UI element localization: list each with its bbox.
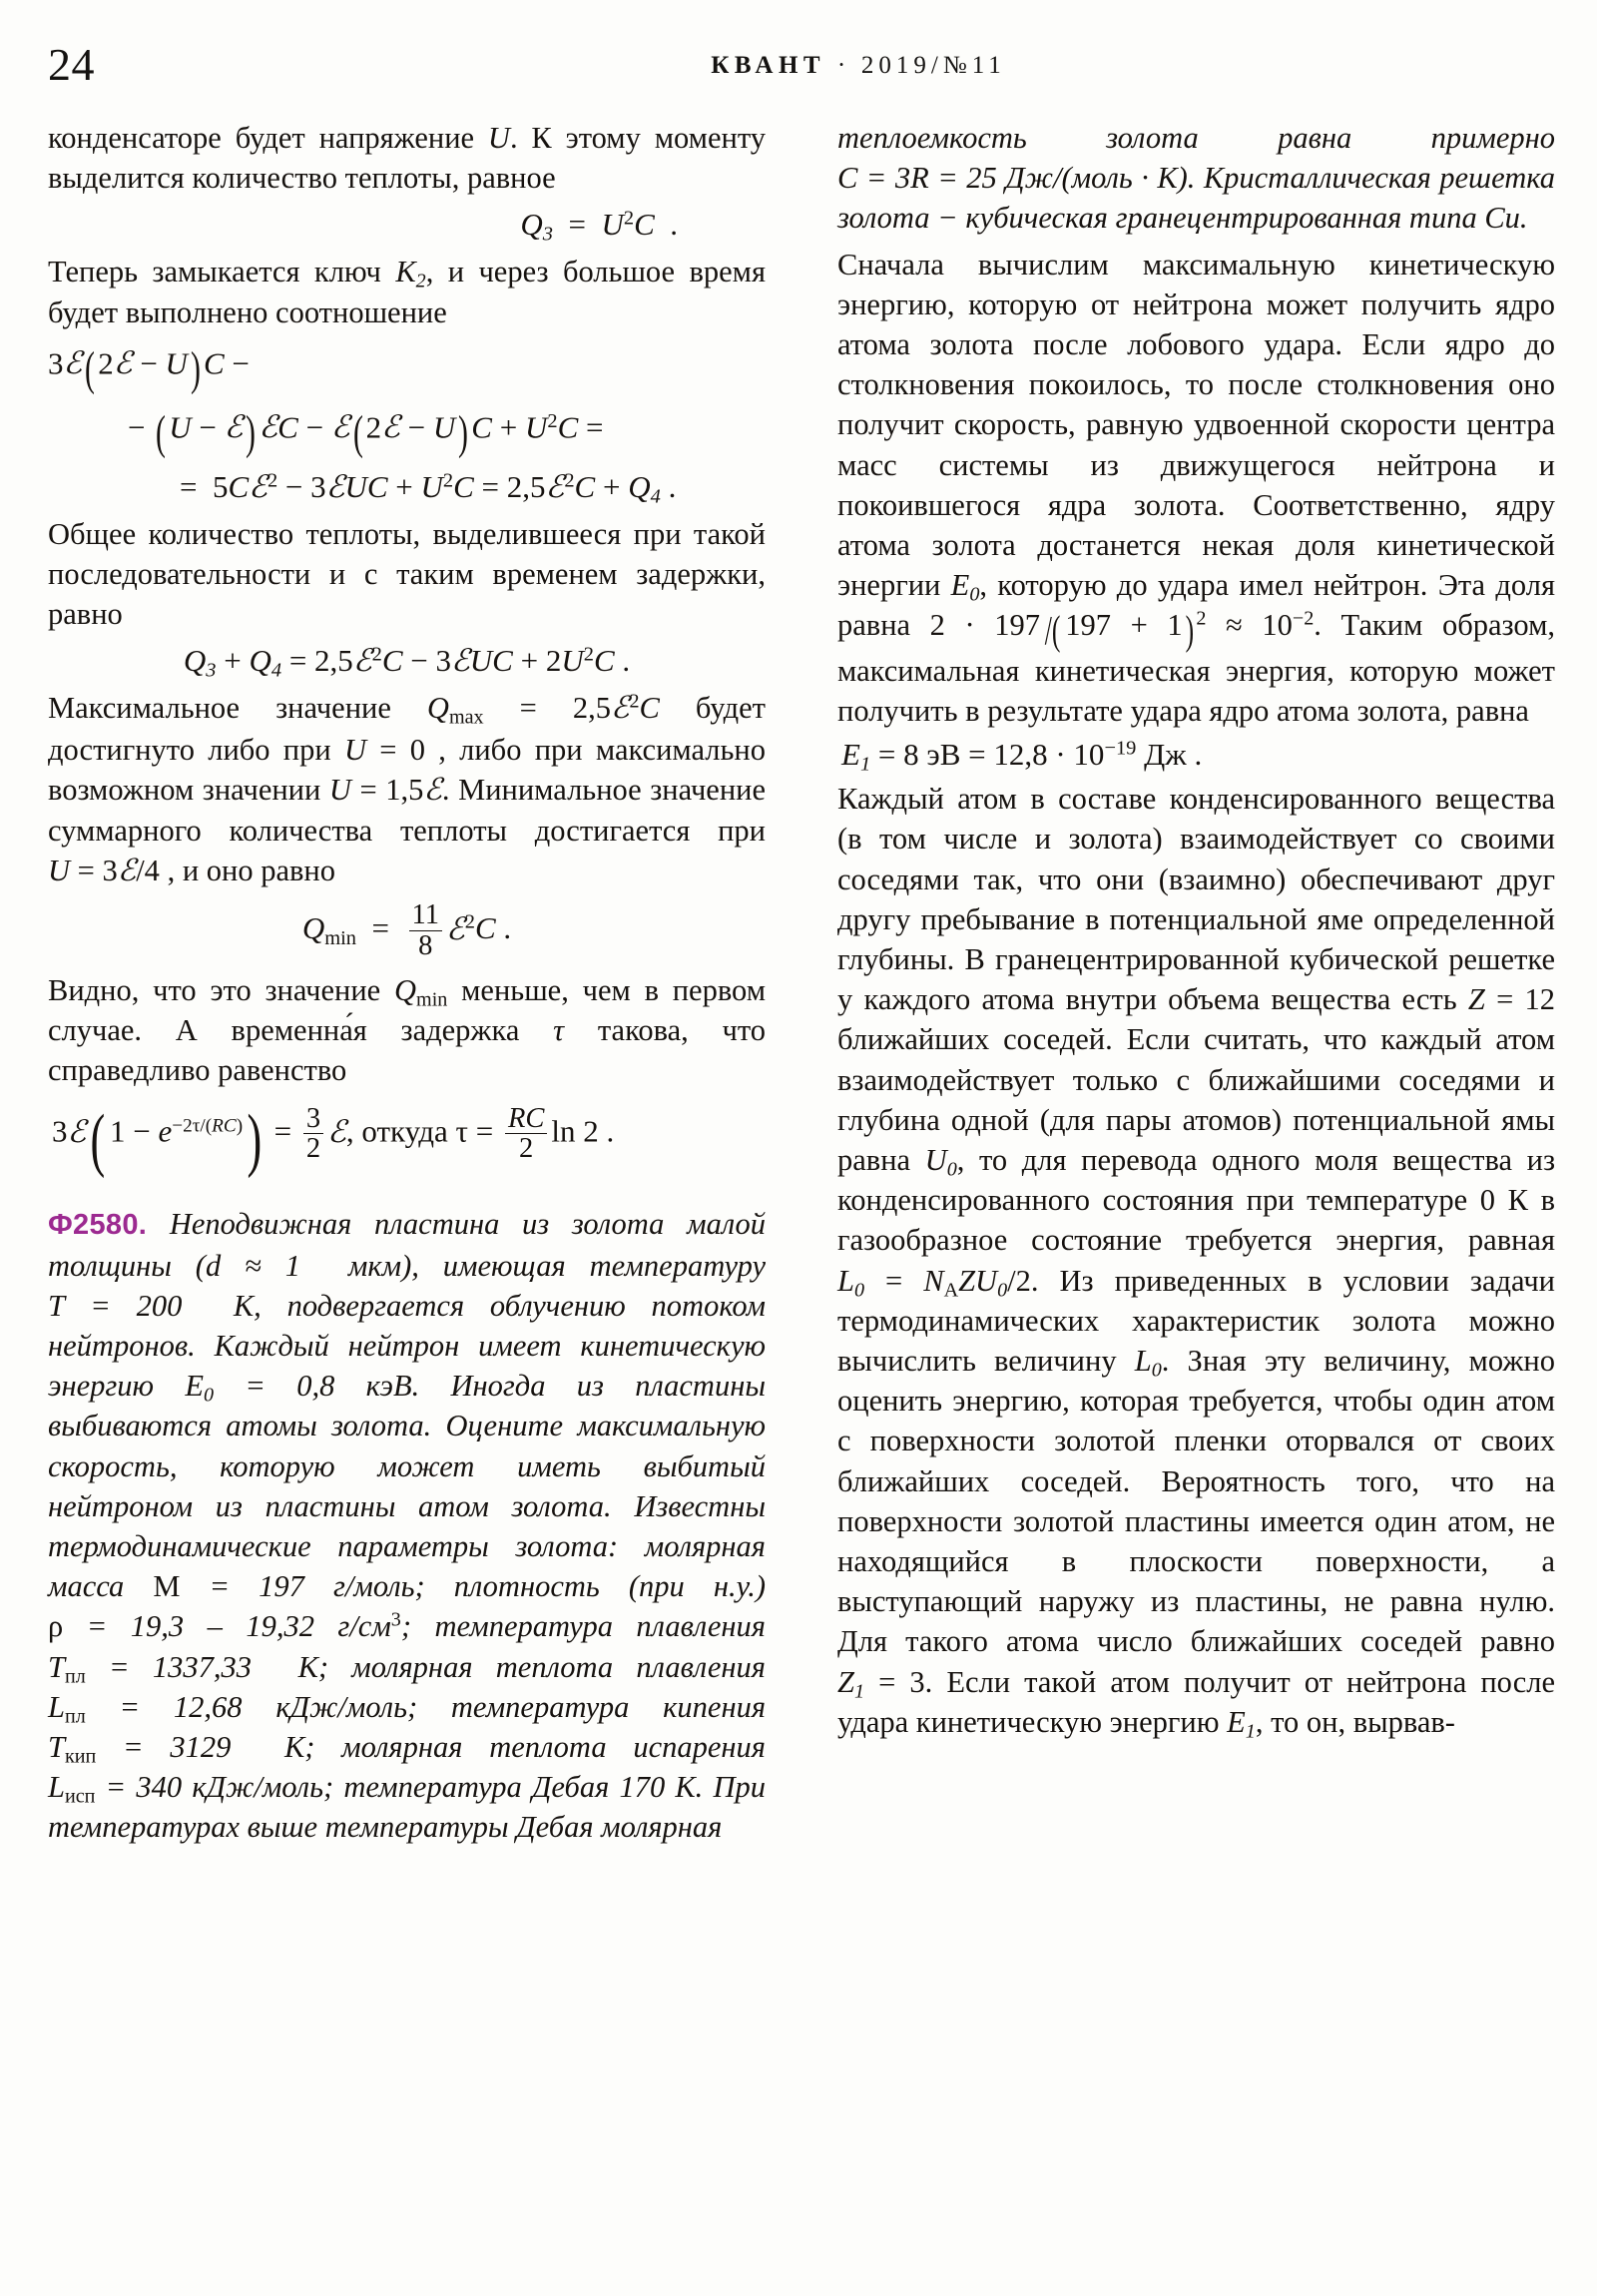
problem-2580: Ф2580. Неподвижная пластина из золота малой толщины (d ≈ 1 мкм), имеющая температуру T = 200 К, подвергается облучению потоком нейтронов. Каждый нейтрон имеет кинетическую энергию $E_0 = 0,8$ кэВ. Иногда из пластины выбиваются атомы золота. Оцените максимальную скорость, которую может иметь выбитый нейтроном из пластины атом золота. Известны термодинамические параметры золота: молярная масса М = 197 г/моль; плотность (при н.у.) ρ = 19,3 – 19,32 $г/см^3$; температура плавления $T_{пл} = 1337,33$ К; молярная теплота плавления $L_{пл} = 12,68$ кДж/моль; температура кипения $T_{кип} = 3129$ К; молярная теплота испарения $L_{исп} = 340$ кДж/моль; температура Дебая 170 К. При температурах выше температуры Дебая молярная	[48, 1207, 767, 1845]
equation-Q3: $Q_3 = U^2C$ .	[520, 207, 678, 247]
journal-issue: 2019/№11	[860, 52, 1006, 79]
para-text-1: Каждый атом в составе конденсированного вещества (в том числе и золота) взаимодействует со своими соседями так, что они (взаимно) обеспечивают друг другу пребывание в потенциальной яме определенной глубины. В гранецентрированной кубической решетке у каждого атома внутри объема вещества есть	[837, 782, 1555, 1017]
fraction-denominator: 2	[505, 1133, 547, 1164]
paragraph-total-heat: Общее количество теплоты, выделившееся при такой последовательности и с таким временем задержки, равно	[48, 516, 766, 632]
right-column	[837, 118, 1555, 1848]
para-text-7: , то он, вырвав-	[1255, 1704, 1455, 1739]
fraction-numerator: RC	[507, 1102, 545, 1134]
para-text-5: , и оно равно	[167, 854, 335, 888]
fraction-numerator: 3	[305, 1102, 321, 1134]
paragraph-capacitor-voltage	[48, 118, 766, 198]
symbol-U: U	[487, 121, 510, 155]
paragraph-max-value: Максимальное значение $Q_{max} = 2,5$ ℰ $^2$C будет достигнуто либо при U = 0 , либо при максимально возможном значении U = 1,5 ℰ . Минимальное значение суммарного количества теплоты достигается при U = 3 ℰ /4 , и оно равно	[48, 688, 766, 891]
para-text-5: . Зная эту величину, можно оценить энергию, которая требуется, чтобы один атом с поверхности золотой пленки оторвался от своих ближайших соседей. Вероятность того, что на поверхности золотой пластины имеется один атом, не находящийся в плоскости поверхности, а выступающий наружу из пластины, не равна нулю. Для такого атома число ближайших соседей равно	[837, 1343, 1555, 1659]
equation-E1: $E_1 = 8$ эВ = $12,8 \cdot 10^{-19}$ Дж .	[841, 737, 1203, 776]
problem-text-1: Неподвижная пластина из золота малой толщины (	[48, 1207, 767, 1283]
fraction-denominator: 2	[303, 1133, 323, 1164]
para-text-2: , которую до удара имел нейтрон. Эта доля равна	[837, 568, 1555, 643]
problem-text-3: , подвергается облучению потоком нейтронов. Каждый нейтрон имеет кинетическую энергию	[48, 1288, 766, 1404]
symbol-K-sub: 2	[415, 271, 426, 293]
problem-text-8: ; температура кипения	[406, 1689, 766, 1724]
equation-block-line2: − (U − ℰ) ℰ C − ℰ(2ℰ − $U)C + U^2C$ =	[48, 405, 766, 460]
equation-tau: 3 ℰ ( $1 - e^{-2\tau/(RC)}$) = $\frac{3}{2}$ ℰ , откуда τ = $\frac{RC}{2}$ ln 2 .	[48, 1099, 766, 1181]
head-separator: ·	[836, 52, 850, 79]
para-text-4: . Из приведенных в условии задачи термодинамических характеристик золота можно вычислить величину	[837, 1263, 1556, 1378]
para-text: Теперь замыкается ключ	[48, 255, 381, 289]
problem-text-7: ; молярная теплота плавления	[317, 1649, 766, 1684]
para-text-3: , либо при максимально возможном значении	[48, 732, 767, 807]
column-container	[48, 118, 1555, 1848]
equation-block-line1: 3 ℰ (2ℰ − U)C −	[48, 341, 766, 396]
para-text-3: . Таким образом, максимальная кинетическая энергия, которую может получить в результате удара ядро атома золота, равна	[837, 608, 1555, 728]
fraction-RC-over-2	[505, 1104, 547, 1164]
para-text-cont: . К этому моменту выделится количество теплоты, равное	[48, 121, 767, 196]
fraction-numerator: 11	[411, 899, 439, 931]
fraction-3-over-2	[303, 1104, 323, 1164]
para-text-6: . Если такой атом получит от нейтрона после удара кинетическую энергию	[837, 1664, 1555, 1739]
running-head	[0, 30, 1597, 90]
fraction-denominator: 8	[409, 930, 442, 961]
problem-text-9: ; молярная теплота испарения	[304, 1729, 766, 1764]
paragraph-time-delay: Видно, что это значение $Q_{min}$ меньше, чем в первом случае. А временна́я задержка τ такова, что справедливо равенство	[48, 972, 767, 1088]
problem-continuation: теплоемкость золота равна примерно C = 3R = 25 Дж/(моль · К). Кристаллическая решетка золота − кубическая гранецентрированная типа Cu.	[837, 121, 1555, 236]
problem-cont-text-1: теплоемкость золота равна примерно	[837, 121, 1555, 155]
para-text-2: будет достигнуто либо при	[48, 691, 766, 767]
left-column	[48, 118, 766, 1848]
equation-Qmin: $Q_{min}$ = $\frac{11}{8}$ ℰ $^2$C .	[48, 900, 766, 960]
problem-text-10: ; температура Дебая 170 К. При температурах выше температуры Дебая молярная	[48, 1770, 766, 1845]
paragraph-lattice: Каждый атом в составе конденсированного вещества (в том числе и золота) взаимодействует со своими соседями так, что они (взаимно) обеспечивают друг другу пребывание в потенциальной яме определенной глубины. В гранецентрированной кубической решетке у каждого атома внутри объема вещества есть Z = 12 ближайших соседей. Если считать, что каждый атом взаимодействует только с ближайшими соседями и глубина одной (для пары атомов) потенциальной ямы равна $U_0$, то для перевода одного моля вещества из конденсированного состояния при температуре 0 К в газообразное состояние требуется энергия, равная $L_0 = N_AZU_0/2$. Из приведенных в условии задачи термодинамических характеристик золота можно вычислить величину $L_0$. Зная эту величину, можно оценить энергию, которая требуется, чтобы один атом с поверхности золотой пленки оторвался от своих ближайших соседей. Вероятность того, что на поверхности золотой пластины имеется один атом, не находящийся в плоскости поверхности, а выступающий наружу из пластины, не равна нулю. Для такого атома число ближайших соседей равно $Z_1 = 3$. Если такой атом получит от нейтрона после удара кинетическую энергию $E_1$, то он, вырвав-	[837, 782, 1556, 1743]
emf-symbol	[64, 345, 83, 381]
para-text: Видно, что это значение	[48, 972, 381, 1007]
problem-text-6: ; температура плавления	[400, 1609, 766, 1644]
journal-name: КВАНТ	[711, 52, 826, 79]
para-text-2: меньше, чем в первом случае. А временна́я задержка	[48, 972, 767, 1047]
fraction-11-over-8	[409, 900, 442, 960]
problem-cont-text-2: . Кристаллическая решетка золота − кубическая гранецентрированная типа Cu.	[837, 161, 1555, 236]
journal-title-line	[0, 52, 1597, 80]
paragraph-kinetic-energy: Сначала вычислим максимальную кинетическую энергию, которую от нейтрона может получить ядро атома золота после лобового удара. Если ядро до столкновения покоилось, то после столкновения оно получит скорость, равную удвоенной скорости центра масс системы из движущегося нейтрона и покоившегося ядра золота. Соответственно, ядру атома золота достанется некая доля кинетической энергии $E_0$, которую до удара имел нейтрон. Эта доля равна 2 · 197 /( 197 + 1) $^2 \approx 10^{-2}$. Таким образом, максимальная кинетическая энергия, которую может получить в результате удара ядро атома золота, равна	[837, 247, 1555, 728]
para-text-1: Сначала вычислим максимальную кинетическую энергию, которую от нейтрона может получить ядро атома золота после лобового удара. Если ядро до столкновения покоилось, то после столкновения оно получит скорость, равную удвоенной скорости центра масс системы из движущегося нейтрона и покоившегося ядра золота. Соответственно, ядру атома золота достанется некая доля кинетической энергии	[837, 247, 1555, 603]
problem-text-2: ), имеющая температуру	[401, 1248, 766, 1283]
problem-number: Ф2580.	[48, 1209, 148, 1242]
symbol-K: K	[395, 255, 416, 289]
paragraph-key-K2	[48, 252, 766, 331]
para-text-4: . Минимальное значение суммарного количества теплоты достигается при	[48, 772, 767, 849]
problem-text-5: ; плотность (при н.у.)	[414, 1569, 766, 1604]
problem-text-4: . Иногда из пластины выбиваются атомы золота. Оцените максимальную скорость, которую может иметь выбитый нейтроном из пластины атом золота. Известны термодинамические параметры золота: молярная масса	[48, 1369, 766, 1604]
equation-Q3-plus-Q4: $Q_3 + Q_4 = 2,5$ ℰ $^2$C − 3 ℰ UC + $2U^2C$ .	[48, 643, 766, 679]
equation-block-line3: = 5C ℰ $^2$ − 3 ℰ UC + $U^2C = 2,5$ ℰ $^2C + Q_4$ .	[48, 469, 766, 505]
page-number: 24	[48, 39, 95, 90]
para-text: Максимальное значение	[48, 691, 391, 726]
para-text-2: соседей. Если считать, что каждый атом взаимодействует только с ближайшими соседями и глубина одной (для пары атомов) потенциальной ямы равна	[837, 1022, 1555, 1177]
para-text-3: , то для перевода одного моля вещества из конденсированного состояния при температуре 0 К в газообразное состояние требуется энергия, равная	[837, 1142, 1556, 1258]
symbol-tau: τ	[553, 1012, 565, 1047]
para-text-3: такова, что справедливо равенство	[48, 1012, 767, 1088]
para-text: конденсаторе будет напряжение	[48, 121, 475, 155]
para-text-cont: , и через большое время будет выполнено соотношение	[48, 255, 766, 329]
